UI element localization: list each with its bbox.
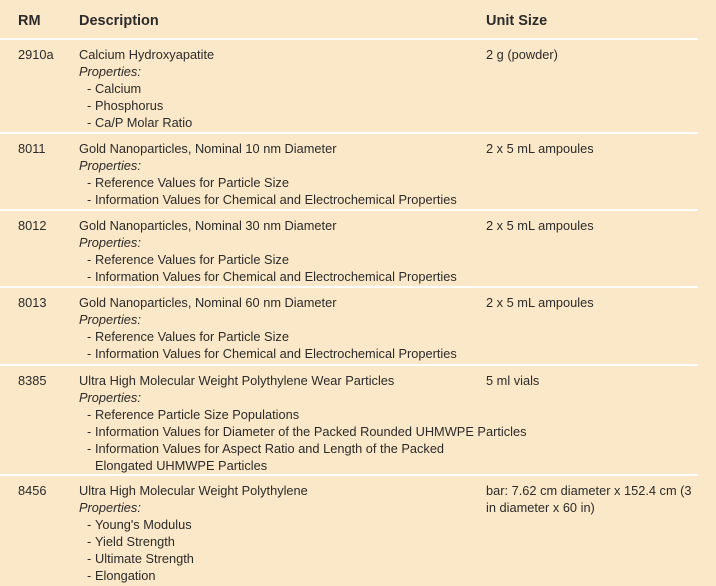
material-title: Ultra High Molecular Weight Polythylene Wear Particles (79, 373, 395, 388)
unit-size: 2 x 5 mL ampoules (486, 218, 594, 233)
property-item: - Yield Strength (79, 533, 484, 550)
table-header (0, 0, 698, 40)
property-item: - Ultimate Strength (79, 550, 484, 567)
property-item: - Information Values for Chemical and Electrochemical Properties (79, 268, 484, 285)
property-item: - Information Values for Aspect Ratio and Length of the Packed Elongated UHMWPE Particles (79, 440, 465, 474)
properties-label: Properties: (79, 500, 141, 515)
header-unit-size: Unit Size (486, 13, 548, 29)
description-cell (79, 46, 484, 131)
rm-number: 8385 (18, 373, 47, 388)
material-title: Ultra High Molecular Weight Polythylene (79, 483, 308, 498)
property-item: - Elongation (79, 567, 484, 584)
unit-size: 2 x 5 mL ampoules (486, 295, 594, 310)
rm-number: 8456 (18, 483, 47, 498)
properties-list (79, 328, 484, 362)
rm-number: 8013 (18, 295, 47, 310)
description-cell (79, 140, 484, 208)
property-item: - Calcium (79, 80, 484, 97)
properties-label: Properties: (79, 64, 141, 79)
unit-size: 5 ml vials (486, 373, 540, 388)
table-row (0, 40, 698, 134)
material-title: Calcium Hydroxyapatite (79, 47, 215, 62)
table-row (0, 134, 698, 211)
rm-number: 8011 (18, 141, 46, 156)
material-title: Gold Nanoparticles, Nominal 10 nm Diameter (79, 141, 337, 156)
material-title: Gold Nanoparticles, Nominal 30 nm Diameter (79, 218, 337, 233)
property-item: - Information Values for Chemical and Electrochemical Properties (79, 191, 484, 208)
table-row (0, 288, 698, 366)
rm-number: 2910a (18, 47, 54, 62)
material-title: Gold Nanoparticles, Nominal 60 nm Diameter (79, 295, 337, 310)
property-item: - Ca/P Molar Ratio (79, 114, 484, 131)
table-row (0, 211, 698, 288)
description-cell (79, 372, 527, 474)
description-cell (79, 294, 484, 362)
table-row (0, 366, 698, 476)
unit-size: 2 x 5 mL ampoules (486, 141, 594, 156)
properties-list (79, 174, 484, 208)
properties-list (79, 406, 527, 474)
unit-size: bar: 7.62 cm diameter x 152.4 cm (3 in diameter x 60 in) (486, 483, 692, 515)
properties-label: Properties: (79, 158, 141, 173)
property-item: - Reference Particle Size Populations (79, 406, 519, 423)
properties-label: Properties: (79, 235, 141, 250)
property-item: - Information Values for Chemical and Electrochemical Properties (79, 345, 484, 362)
properties-list (79, 251, 484, 285)
table-row (0, 476, 698, 586)
property-item: - Reference Values for Particle Size (79, 251, 484, 268)
properties-label: Properties: (79, 390, 141, 405)
header-description: Description (79, 13, 159, 29)
rm-number: 8012 (18, 218, 47, 233)
unit-size: 2 g (powder) (486, 47, 558, 62)
property-item: - Reference Values for Particle Size (79, 328, 484, 345)
properties-label: Properties: (79, 312, 141, 327)
property-item: - Young's Modulus (79, 516, 484, 533)
header-rm: RM (18, 13, 41, 29)
description-cell (79, 482, 484, 584)
properties-list (79, 516, 484, 584)
property-item: - Phosphorus (79, 97, 484, 114)
description-cell (79, 217, 484, 285)
property-item: - Reference Values for Particle Size (79, 174, 484, 191)
property-item: - Information Values for Diameter of the Packed Rounded UHMWPE Particles (79, 423, 519, 440)
properties-list (79, 80, 484, 131)
